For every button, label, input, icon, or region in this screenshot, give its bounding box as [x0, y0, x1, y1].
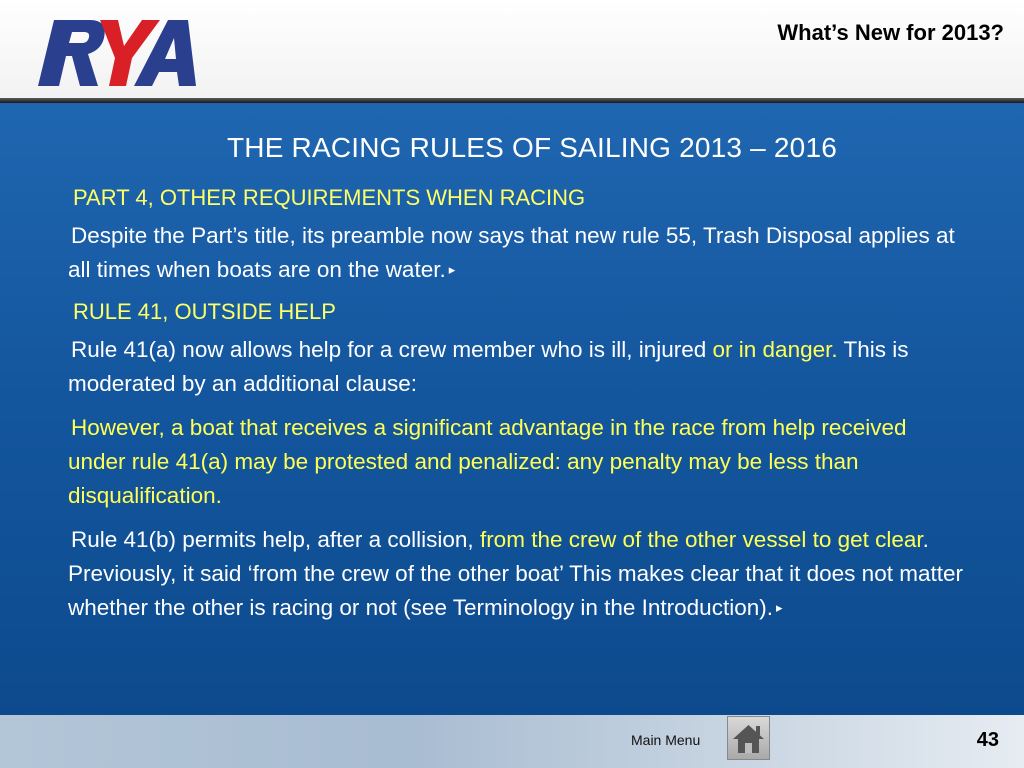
home-icon [728, 717, 769, 759]
rule41a-text-end: This is moderated by an additional clause: [68, 337, 909, 396]
part4-text: Despite the Part’s title, its preamble now says that new rule 55, Trash Disposal applies at all times when boats are on the water. [68, 223, 955, 282]
rya-logo [30, 12, 200, 92]
rule41a-paragraph [68, 333, 968, 401]
advance-arrow-icon[interactable]: ▸ [775, 600, 783, 615]
rule41b-highlight: from the crew of the other vessel to get clear [479, 527, 923, 552]
home-button[interactable] [727, 716, 770, 760]
main-menu-link[interactable]: Main Menu [631, 732, 701, 748]
rule41b-text-end: . Previously, it said ‘from the crew of the other boat’ This makes clear that it does not matter whether the other is racing or not (see Terminology in the Introduction). [68, 527, 963, 620]
advance-arrow-icon[interactable]: ▸ [448, 262, 456, 277]
header-bar [0, 0, 1024, 98]
slide-body [0, 103, 1024, 715]
part4-paragraph [68, 219, 968, 287]
rule41a-highlight: or in danger. [712, 337, 838, 362]
section-heading-rule41: RULE 41, OUTSIDE HELP [73, 299, 336, 324]
page-number: 43 [976, 729, 999, 751]
slide-content [68, 183, 968, 635]
rule41b-text-start: Rule 41(b) permits help, after a collision, [71, 527, 480, 552]
footer-bar [0, 715, 1024, 768]
rule41a-clause-paragraph: However, a boat that receives a significant advantage in the race from help received under rule 41(a) may be protested and penalized: any penalty may be less than disqualification. [68, 415, 907, 508]
page-title: What’s New for 2013? [777, 20, 1004, 45]
section-heading-part4: PART 4, OTHER REQUIREMENTS WHEN RACING [73, 185, 586, 210]
slide-heading: THE RACING RULES OF SAILING 2013 – 2016 [226, 132, 838, 163]
rule41a-text-start: Rule 41(a) now allows help for a crew member who is ill, injured [71, 337, 713, 362]
rule41b-paragraph [68, 523, 968, 625]
